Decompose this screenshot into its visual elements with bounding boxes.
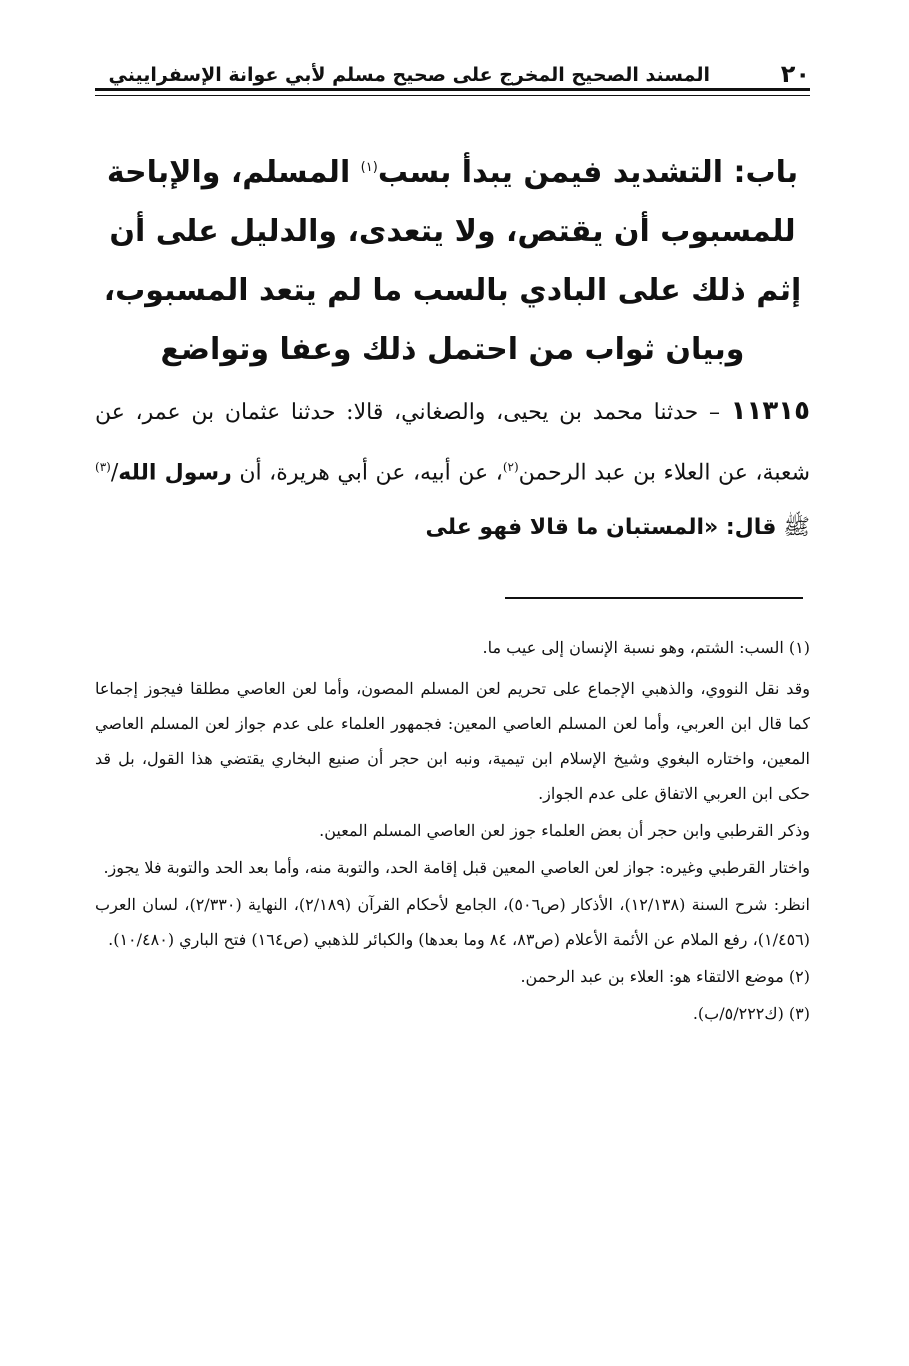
salutation: ﷺ xyxy=(776,515,810,541)
footnote-3: (٣) (ك٥/٢٢٢/ب). xyxy=(692,1004,810,1023)
footnote-mark-2[interactable]: (٢) xyxy=(502,460,519,474)
footnote-1-paragraph-1: وقد نقل النووي، والذهبي الإجماع على تحريم لعن المسلم المصون، وأما لعن العاصي مطلقا فيجوز إجماعا كما قال ابن العربي، وأما لعن المسلم العاصي المعين: فجمهور العلماء على عدم جواز لعن المسلم العاصي المعين، واختاره البغوي وشيخ الإسلام ابن تيمية، ونبه ابن حجر أن صنيع البخاري يقتضي هذا القول، بل قد حكى ابن العربي الاتفاق على عدم الجواز. xyxy=(95,679,810,803)
footnote-separator xyxy=(505,597,803,599)
chapter-title xyxy=(95,138,810,379)
footnote-mark-3[interactable]: (٣) xyxy=(95,460,111,474)
qal-word: قال: xyxy=(718,515,777,541)
hadith-number: ١١٣١٥ xyxy=(730,396,810,426)
footnote-mark-1[interactable]: (١) xyxy=(360,160,378,175)
footnote-2: (٢) موضع الالتقاء هو: العلاء بن عبد الرحمن. xyxy=(520,967,810,986)
header-rule-thin xyxy=(95,95,810,96)
footnote-1-paragraph-3: واختار القرطبي وغيره: جواز لعن العاصي المعين قبل إقامة الحد، والتوبة منه، وأما بعد الحد والتوبة فلا يجوز. xyxy=(103,858,810,877)
hadith-matn: «المستبان ما قالا فهو على xyxy=(425,515,719,541)
header-rule-thick xyxy=(95,88,810,91)
hadith-isnad-cont: ، عن أبيه، عن أبي هريرة، أن xyxy=(231,460,503,486)
page-number: ٢٠ xyxy=(780,60,810,88)
chapter-title-part1: باب: التشديد فيمن يبدأ بسب xyxy=(377,155,799,190)
prophet-name: رسول الله xyxy=(118,460,232,486)
footnote-1-title: (١) السب: الشتم، وهو نسبة الإنسان إلى عيب ما. xyxy=(482,638,810,657)
chapter-title-part2: المسلم، والإباحة للمسبوب أن يقتص، ولا يتعدى، والدليل على أن إثم ذلك على البادي بالسب ما لم يتعد المسبوب، وبيان ثواب من احتمل ذلك وعفا وتواضع xyxy=(103,155,802,367)
footnotes xyxy=(95,630,810,1033)
hadith-text xyxy=(95,384,810,555)
slash-mark: / xyxy=(110,460,119,486)
page-header xyxy=(95,58,810,90)
footnote-1-references: انظر: شرح السنة (١٢/١٣٨)، الأذكار (ص٥٠٦)، الجامع لأحكام القرآن (٢/١٨٩)، النهاية (٢/٣٣٠)، لسان العرب (١/٤٥٦)، رفع الملام عن الأئمة الأعلام (ص٨٣، ٨٤ وما بعدها) والكبائر للذهبي (ص١٦٤) فتح الباري (١٠/٤٨٠). xyxy=(95,895,810,949)
hadith-isnad: – حدثنا محمد بن يحيى، والصغاني، قالا: حدثنا عثمان بن عمر، عن شعبة، عن العلاء بن عبد الرحمن xyxy=(95,400,811,486)
footnote-1-paragraph-2: وذكر القرطبي وابن حجر أن بعض العلماء جوز لعن العاصي المسلم المعين. xyxy=(319,821,810,840)
running-title: المسند الصحيح المخرج على صحيح مسلم لأبي عوانة الإسفراييني xyxy=(108,64,710,86)
